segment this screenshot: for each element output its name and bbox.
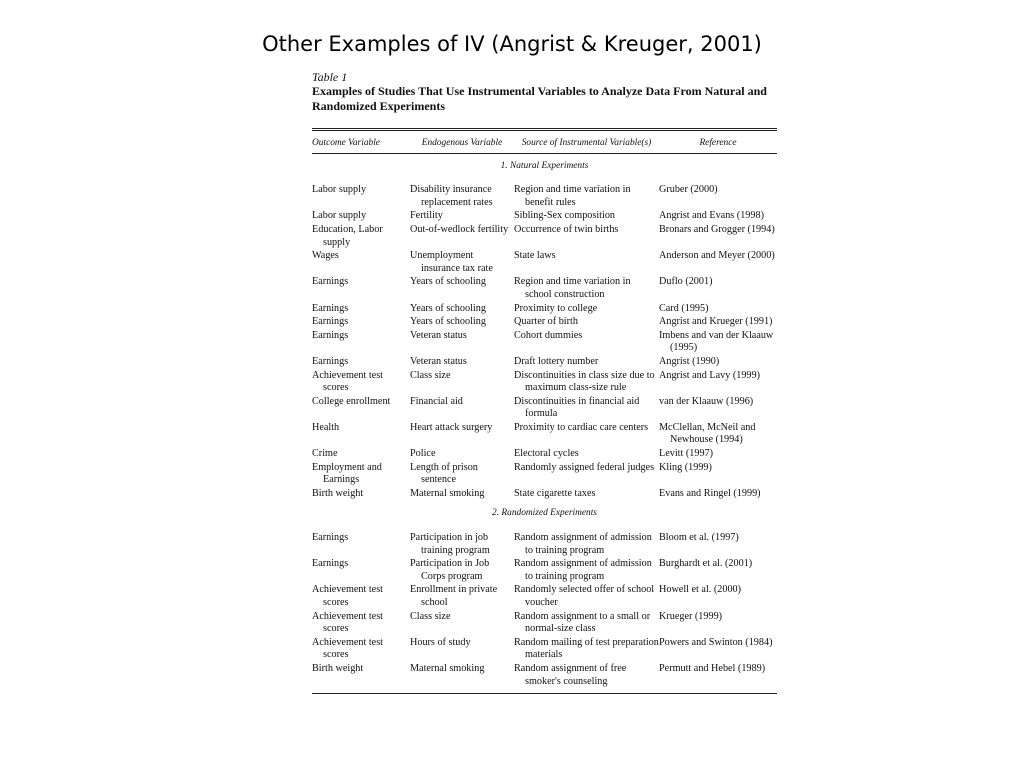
cell-reference: McClellan, McNeil and Newhouse (1994) [659, 421, 756, 446]
cell-endogenous: Years of schooling [410, 276, 486, 288]
bottom-rule [312, 693, 777, 694]
cell-reference: Imbens and van der Klaauw (1995) [659, 329, 774, 354]
cell-instrument: Random assignment of admission to training program [514, 532, 652, 556]
cell-instrument: Proximity to college [514, 302, 598, 314]
table-header-row [312, 131, 777, 153]
cell-reference: Gruber (2000) [659, 184, 718, 196]
table-row [312, 276, 777, 302]
slide-title: Other Examples of IV (Angrist & Kreuger, 2001) [262, 32, 762, 56]
cell-reference: van der Klaauw (1996) [659, 395, 754, 407]
table-row [312, 448, 777, 462]
cell-reference: Angrist and Lavy (1999) [659, 369, 761, 381]
cell-reference: Angrist (1990) [659, 355, 720, 367]
cell-outcome: Earnings [312, 276, 349, 288]
cell-outcome: Earnings [312, 355, 349, 367]
cell-endogenous: Out-of-wedlock fertility [410, 223, 509, 235]
cell-endogenous: Maternal smoking [410, 662, 485, 674]
cell-reference: Burghardt et al. (2001) [659, 558, 753, 570]
cell-reference: Howell et al. (2000) [659, 584, 742, 596]
cell-outcome: Education, Labor supply [312, 223, 383, 248]
cell-reference: Card (1995) [659, 302, 709, 314]
cell-endogenous: Class size [410, 610, 451, 622]
table-document [312, 70, 777, 694]
cell-outcome: Crime [312, 448, 338, 460]
table-row [312, 356, 777, 370]
cell-outcome: Employment and Earnings [312, 461, 382, 486]
cell-endogenous: Financial aid [410, 395, 463, 407]
cell-endogenous: Years of schooling [410, 302, 486, 314]
section-title: 2. Randomized Experiments [492, 508, 597, 519]
cell-reference: Angrist and Krueger (1991) [659, 316, 773, 328]
header-instrument-source: Source of Instrumental Variable(s) [521, 138, 652, 148]
cell-endogenous: Enrollment in private school [410, 584, 498, 608]
cell-reference: Angrist and Evans (1998) [659, 210, 764, 222]
table-row [312, 663, 777, 689]
cell-endogenous: Disability insurance replacement rates [410, 184, 493, 208]
cell-reference: Anderson and Meyer (2000) [659, 250, 775, 262]
cell-outcome: Health [312, 421, 340, 433]
cell-instrument: Randomly selected offer of school voucher [514, 584, 655, 608]
cell-reference: Evans and Ringel (1999) [659, 487, 761, 499]
table-row [312, 584, 777, 610]
cell-reference: Kling (1999) [659, 461, 712, 473]
table-caption: Examples of Studies That Use Instrumental Variables to Analyze Data From Natural and Randomized Experiments [312, 84, 767, 113]
cell-instrument: Random mailing of test preparation materials [514, 636, 659, 661]
cell-outcome: Achievement test scores [312, 610, 384, 635]
table-row [312, 224, 777, 250]
table-row [312, 532, 777, 558]
table-row [312, 250, 777, 276]
cell-instrument: Electoral cycles [514, 448, 579, 460]
cell-outcome: Earnings [312, 532, 349, 544]
table-row [312, 488, 777, 502]
cell-instrument: Discontinuities in financial aid formula [514, 395, 640, 420]
cell-endogenous: Veteran status [410, 329, 467, 341]
cell-endogenous: Maternal smoking [410, 487, 485, 499]
cell-instrument: Cohort dummies [514, 329, 583, 341]
header-reference: Reference [699, 138, 737, 148]
cell-reference: Krueger (1999) [659, 610, 723, 622]
iv-studies-table [312, 131, 777, 689]
cell-endogenous: Unemployment insurance tax rate [410, 250, 493, 274]
cell-outcome: Wages [312, 250, 339, 262]
cell-outcome: Birth weight [312, 487, 364, 499]
cell-endogenous: Class size [410, 369, 451, 381]
cell-outcome: Earnings [312, 329, 349, 341]
cell-instrument: Draft lottery number [514, 355, 599, 367]
table-row [312, 303, 777, 317]
table-body [312, 153, 777, 689]
cell-instrument: State laws [514, 250, 556, 262]
cell-endogenous: Fertility [410, 210, 443, 222]
table-label: Table 1 [312, 70, 348, 84]
cell-outcome: Labor supply [312, 184, 367, 196]
header-endogenous-variable: Endogenous Variable [421, 138, 503, 148]
cell-outcome: Earnings [312, 316, 349, 328]
table-row [312, 210, 777, 224]
cell-reference: Permutt and Hebel (1989) [659, 662, 766, 674]
cell-instrument: Region and time variation in benefit rules [514, 184, 631, 208]
cell-instrument: Occurrence of twin births [514, 223, 619, 235]
cell-endogenous: Participation in Job Corps program [410, 558, 490, 582]
table-row [312, 422, 777, 448]
section-heading-row [312, 501, 777, 532]
cell-endogenous: Length of prison sentence [410, 461, 478, 486]
table-row [312, 316, 777, 330]
cell-outcome: Birth weight [312, 662, 364, 674]
cell-outcome: Achievement test scores [312, 369, 384, 394]
header-outcome-variable: Outcome Variable [312, 138, 380, 148]
cell-instrument: Random assignment of free smoker's counseling [514, 662, 627, 687]
table-row [312, 611, 777, 637]
cell-instrument: State cigarette taxes [514, 487, 596, 499]
cell-instrument: Randomly assigned federal judges [514, 461, 655, 473]
table-row [312, 558, 777, 584]
cell-reference: Bronars and Grogger (1994) [659, 223, 775, 235]
table-row [312, 370, 777, 396]
cell-instrument: Quarter of birth [514, 316, 578, 328]
cell-instrument: Random assignment to a small or normal-size class [514, 610, 651, 635]
cell-instrument: Region and time variation in school construction [514, 276, 631, 300]
cell-endogenous: Participation in job training program [410, 532, 490, 556]
cell-endogenous: Hours of study [410, 636, 471, 648]
cell-reference: Bloom et al. (1997) [659, 532, 739, 544]
cell-outcome: Achievement test scores [312, 636, 384, 661]
cell-outcome: College enrollment [312, 395, 391, 407]
table-row [312, 462, 777, 488]
table-row [312, 184, 777, 210]
cell-endogenous: Years of schooling [410, 316, 486, 328]
cell-outcome: Achievement test scores [312, 584, 384, 608]
cell-outcome: Labor supply [312, 210, 367, 222]
cell-endogenous: Police [410, 448, 436, 460]
cell-reference: Levitt (1997) [659, 448, 714, 460]
cell-outcome: Earnings [312, 302, 349, 314]
cell-instrument: Proximity to cardiac care centers [514, 421, 649, 433]
section-title: 1. Natural Experiments [500, 160, 589, 171]
table-row [312, 396, 777, 422]
table-row [312, 637, 777, 663]
cell-endogenous: Veteran status [410, 355, 467, 367]
table-row [312, 330, 777, 356]
cell-reference: Duflo (2001) [659, 276, 713, 288]
cell-reference: Powers and Swinton (1984) [659, 636, 773, 648]
cell-instrument: Sibling-Sex composition [514, 210, 616, 222]
cell-instrument: Random assignment of admission to training program [514, 558, 652, 582]
cell-endogenous: Heart attack surgery [410, 421, 493, 433]
section-heading-row [312, 154, 777, 185]
cell-instrument: Discontinuities in class size due to maximum class-size rule [514, 369, 655, 394]
cell-outcome: Earnings [312, 558, 349, 570]
